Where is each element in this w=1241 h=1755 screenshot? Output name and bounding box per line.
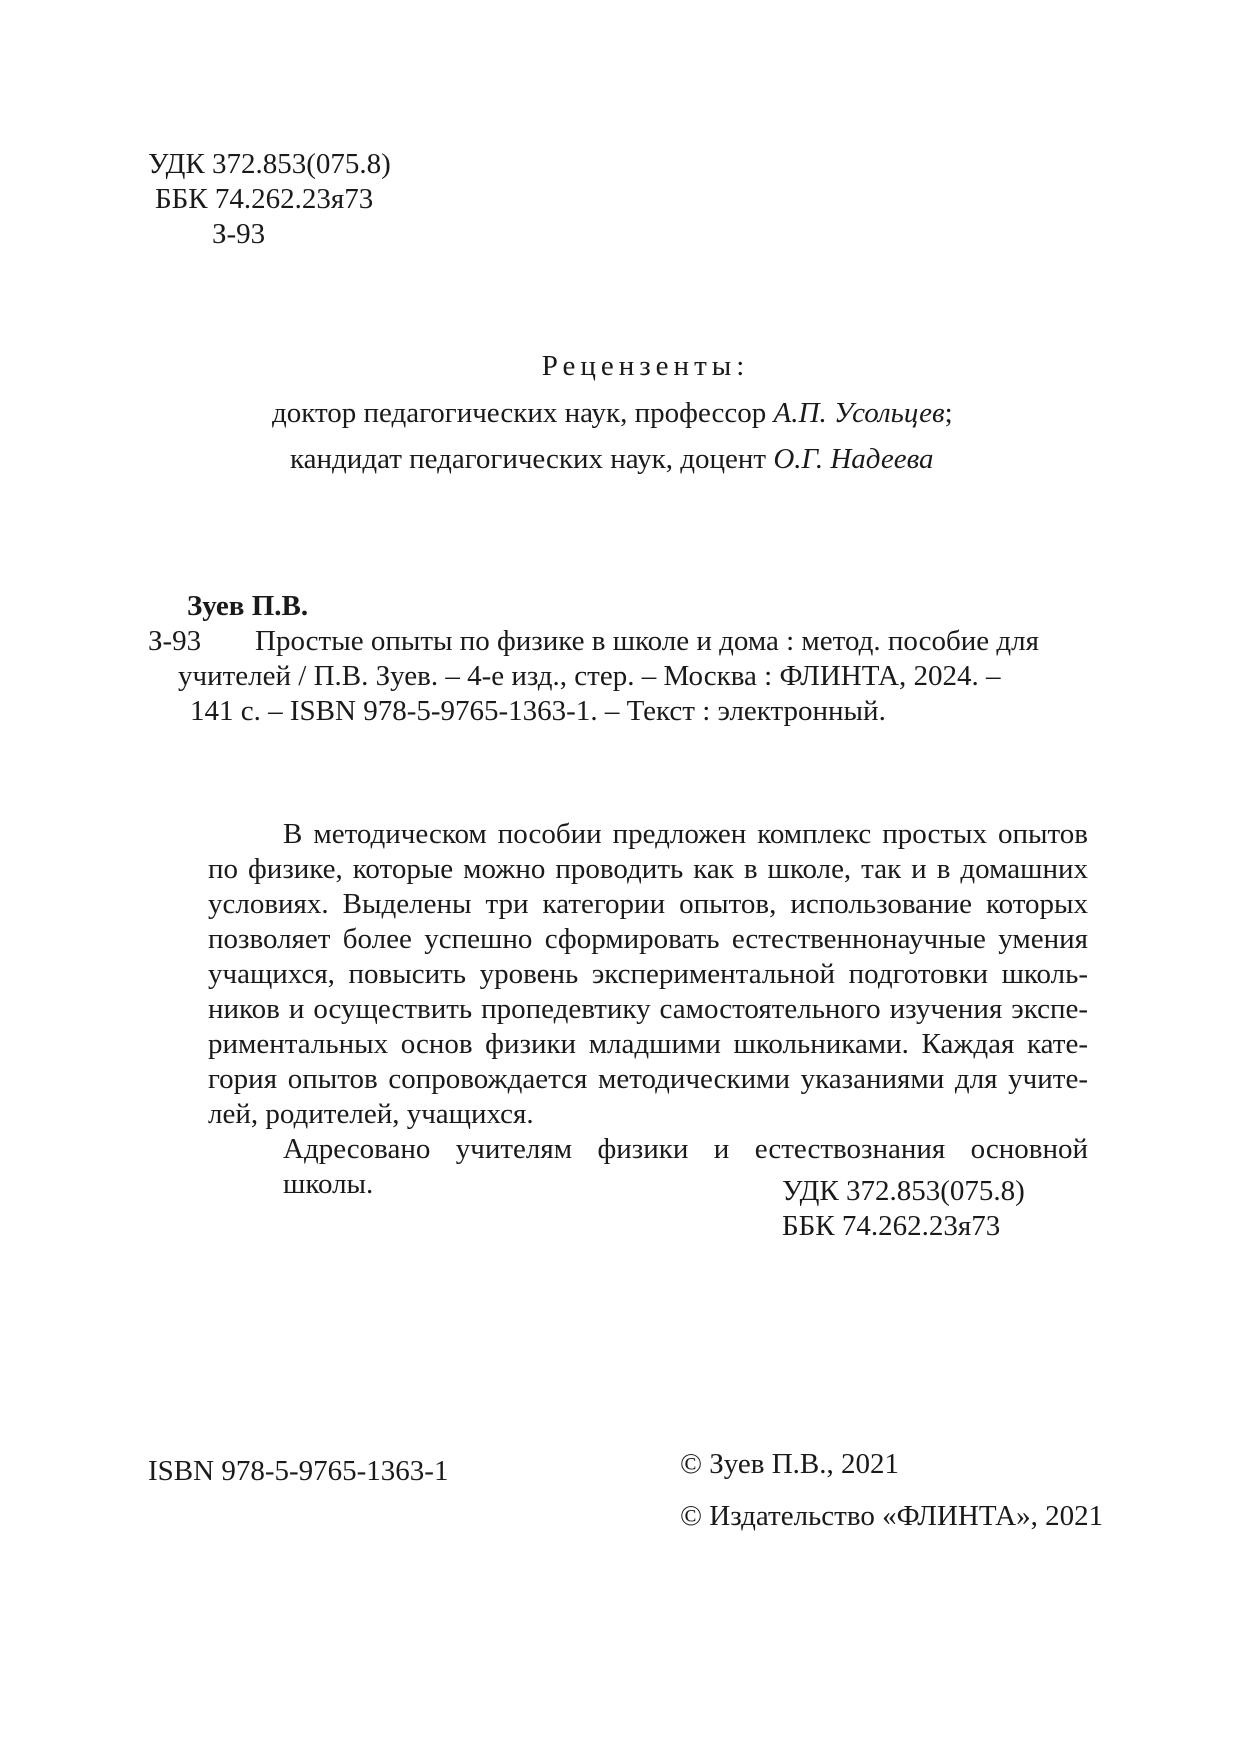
udk-bottom: УДК 372.853(075.8) — [782, 1175, 1025, 1207]
reviewer-2-position: кандидат педагогических наук, доцент — [290, 443, 774, 475]
reviewer-1-end: ; — [944, 397, 953, 429]
annotation-addressed: Адресовано учителям физики и естествознания основной школы. — [283, 1133, 1088, 1200]
reviewers-title: Рецензенты: — [541, 350, 750, 382]
annotation-line: риментальных основ физики младшими школьниками. Каждая кате- — [208, 1028, 1088, 1060]
bibliography-code: З-93 — [148, 625, 202, 657]
annotation-line: В методическом пособии предложен комплекс простых опытов — [283, 818, 1088, 850]
copyright-author: © Зуев П.В., 2021 — [680, 1448, 900, 1480]
isbn-footer: ISBN 978-5-9765-1363-1 — [148, 1455, 449, 1487]
annotation-line: учащихся, повысить уровень экспериментальной подготовки школь- — [208, 958, 1088, 990]
annotation-line: позволяет более успешно сформировать естественнонаучные умения — [208, 923, 1088, 955]
reviewer-2-name: О.Г. Надеева — [773, 443, 934, 475]
bbk-top: ББК 74.262.23я73 — [155, 183, 374, 215]
reviewer-1 — [272, 394, 953, 432]
bibliography-line-1: Простые опыты по физике в школе и дома : метод. пособие для — [255, 625, 1039, 657]
annotation-line: лей, родителей, учащихся. — [208, 1098, 534, 1130]
annotation-line: ников и осуществить пропедевтику самостоятельного изучения экспе- — [208, 993, 1088, 1025]
annotation — [208, 817, 1088, 1202]
bbk-bottom: ББК 74.262.23я73 — [782, 1210, 1001, 1242]
author-code-top: З-93 — [212, 218, 266, 250]
annotation-line: гория опытов сопровождается методическими указаниями для учите- — [208, 1063, 1088, 1095]
udk-top: УДК 372.853(075.8) — [148, 148, 391, 180]
bibliography-line-2: учителей / П.В. Зуев. – 4-е изд., стер. – Москва : ФЛИНТА, 2024. – — [178, 660, 1001, 692]
author-name: Зуев П.В. — [187, 590, 309, 622]
reviewer-1-position: доктор педагогических наук, профессор — [272, 397, 774, 429]
reviewer-1-name: А.П. Усольцев — [773, 397, 945, 429]
reviewer-2 — [290, 440, 933, 478]
annotation-line: по физике, которые можно проводить как в школе, так и в домашних — [208, 853, 1088, 885]
annotation-line: условиях. Выделены три категории опытов, использование которых — [208, 888, 1088, 920]
copyright-publisher: © Издательство «ФЛИНТА», 2021 — [680, 1500, 1104, 1532]
bibliography-line-3: 141 с. – ISBN 978-5-9765-1363-1. – Текст : электронный. — [190, 695, 886, 727]
